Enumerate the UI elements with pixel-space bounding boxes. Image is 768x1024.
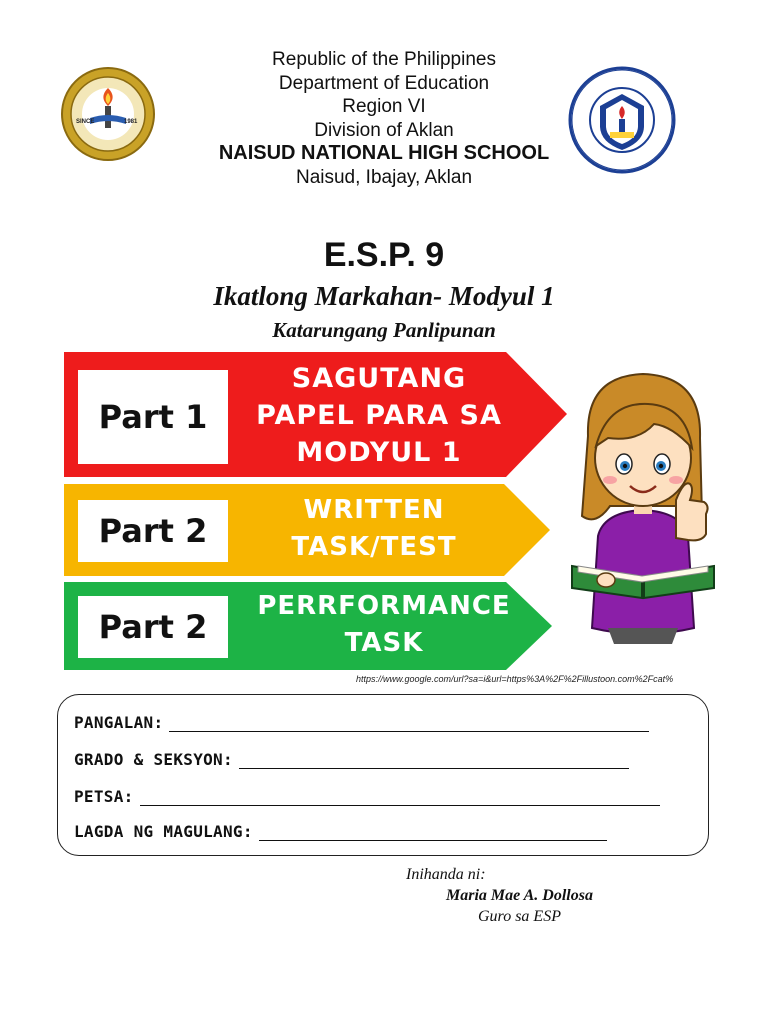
prepared-by-label: Inihanda ni: <box>406 866 486 883</box>
topic-title: Katarungang Panlipunan <box>272 318 496 342</box>
seal-year-text: 1981 <box>124 119 138 125</box>
header-address: Naisud, Ibajay, Aklan <box>295 166 473 188</box>
parent-signature-field <box>74 822 607 841</box>
part-2-written-line-1: WRITTEN <box>303 495 445 525</box>
part-2-written-label: Part 2 <box>78 500 228 562</box>
grade-section-field <box>74 750 629 769</box>
subject-title: E.S.P. 9 <box>323 236 445 274</box>
parent-signature-input-line[interactable] <box>259 824 607 841</box>
seal-since-text: SINCE <box>76 119 95 125</box>
date-field <box>74 787 660 806</box>
source-url: https://www.google.com/url?sa=i&url=https%3A%2F%2Fillustoon.com%2Fcat% <box>356 674 674 684</box>
name-label: PANGALAN: <box>74 713 164 732</box>
part-1-line-3: MODYUL 1 <box>296 437 462 468</box>
header-school-name: NAISUD NATIONAL HIGH SCHOOL <box>218 142 550 164</box>
header-region: Region VI <box>342 96 426 117</box>
part-2-performance-line-1: PERRFORMANCE <box>257 591 511 621</box>
part-2-written-text <box>239 492 509 566</box>
author-role: Guro sa ESP <box>478 908 561 925</box>
grade-section-input-line[interactable] <box>239 752 629 769</box>
part-2-performance-label: Part 2 <box>78 596 228 658</box>
header-republic: Republic of the Philippines <box>272 49 496 70</box>
date-label: PETSA: <box>74 787 134 806</box>
grade-section-label: GRADO & SEKSYON: <box>74 750 233 769</box>
quarter-title: Ikatlong Markahan- Modyul 1 <box>213 281 555 311</box>
name-input-line[interactable] <box>169 715 649 732</box>
part-1-line-2: PAPEL PARA SA <box>256 400 502 431</box>
part-2-written-line-2: TASK/TEST <box>291 532 457 562</box>
date-input-line[interactable] <box>140 789 660 806</box>
part-1-banner <box>64 352 569 477</box>
parent-signature-label: LAGDA NG MAGULANG: <box>74 822 253 841</box>
header-division: Division of Aklan <box>314 119 454 141</box>
part-2-performance-line-2: TASK <box>344 628 424 658</box>
header-block <box>180 48 588 189</box>
part-1-text <box>239 360 519 471</box>
part-2-performance-banner <box>64 582 554 670</box>
part-1-label: Part 1 <box>78 370 228 464</box>
part-1-line-1: SAGUTANG <box>291 363 467 394</box>
part-2-written-banner <box>64 484 552 576</box>
teacher-thumbs-up-icon <box>568 366 718 646</box>
author-name: Maria Mae A. Dollosa <box>446 887 593 904</box>
school-seal-icon <box>60 66 156 162</box>
name-field <box>74 713 649 732</box>
part-2-performance-text <box>239 588 529 662</box>
header-department: Department of Education <box>278 72 490 94</box>
school-seal-logo <box>60 66 156 162</box>
deped-seal-icon <box>568 66 676 174</box>
deped-seal-logo <box>568 66 676 174</box>
teacher-illustration <box>568 366 718 646</box>
